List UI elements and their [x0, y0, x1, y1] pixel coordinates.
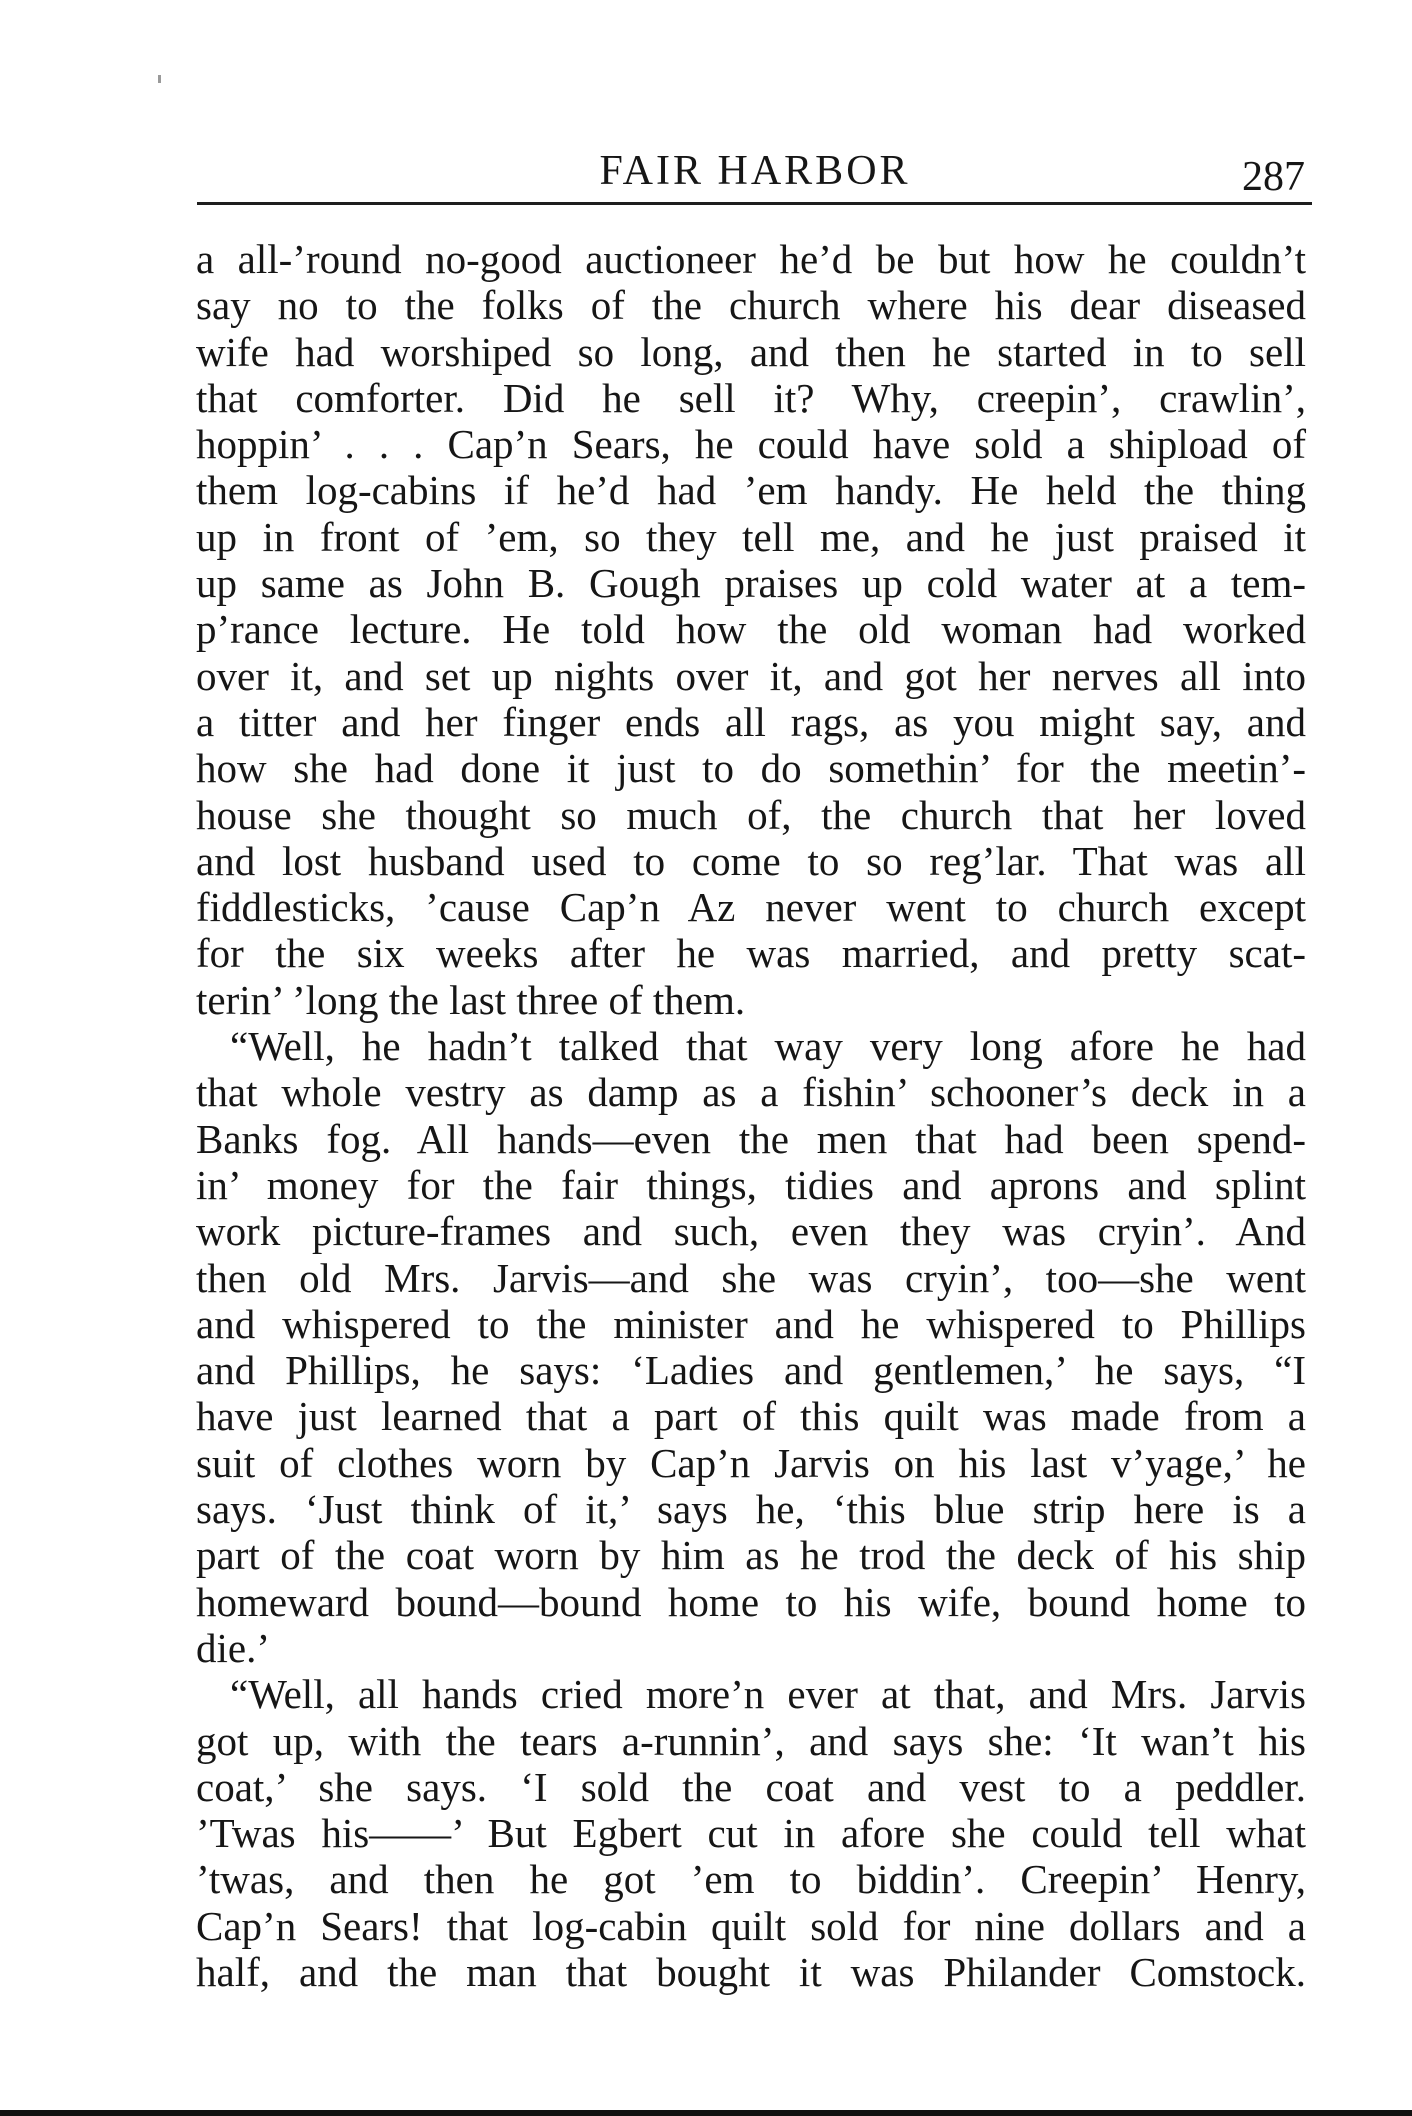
text-line: them log-cabins if he’d had ’em handy. He held the thing	[196, 467, 1306, 514]
text-line: say no to the folks of the church where his dear diseased	[196, 282, 1306, 329]
paragraph-end-line: terin’ ’long the last three of them.	[196, 976, 746, 1023]
text-line: fiddlesticks, ’cause Cap’n Az never went to church except	[196, 884, 1306, 931]
text-line: and whispered to the minister and he whispered to Phillips	[196, 1300, 1306, 1347]
text-line: hoppin’ . . . Cap’n Sears, he could have sold a shipload of	[196, 421, 1306, 468]
paragraph-start-line: “Well, all hands cried more’n ever at that, and Mrs. Jarvis	[230, 1671, 1306, 1718]
text-line: that comforter. Did he sell it? Why, creepin’, crawlin’,	[196, 374, 1306, 421]
page-number: 287	[1242, 154, 1305, 200]
text-line: Banks fog. All hands—even the men that had been spend-	[196, 1115, 1306, 1162]
text-line: half, and the man that bought it was Philander Comstock.	[196, 1948, 1306, 1995]
running-head: FAIR HARBOR	[599, 148, 911, 194]
text-line: homeward bound—bound home to his wife, bound home to	[196, 1578, 1306, 1625]
text-line: Cap’n Sears! that log-cabin quilt sold for nine dollars and a	[196, 1902, 1306, 1949]
body-text	[196, 236, 1306, 1995]
text-line: up in front of ’em, so they tell me, and he just praised it	[196, 513, 1306, 560]
text-line: ’Twas his——’ But Egbert cut in afore she could tell what	[196, 1810, 1306, 1857]
header-rule	[197, 202, 1312, 205]
print-speck	[158, 75, 161, 83]
paragraph-end-line: die.’	[196, 1624, 270, 1671]
text-line: part of the coat worn by him as he trod the deck of his ship	[196, 1532, 1306, 1579]
text-line: p’rance lecture. He told how the old woman had worked	[196, 606, 1306, 653]
text-line: work picture-frames and such, even they was cryin’. And	[196, 1208, 1306, 1255]
text-line: coat,’ she says. ‘I sold the coat and vest to a peddler.	[196, 1763, 1306, 1810]
text-line: how she had done it just to do somethin’ for the meetin’-	[196, 745, 1306, 792]
text-line: up same as John B. Gough praises up cold water at a tem-	[196, 560, 1306, 607]
page-header	[197, 146, 1313, 202]
text-line: house she thought so much of, the church that her loved	[196, 791, 1306, 838]
text-line: and lost husband used to come to so reg’lar. That was all	[196, 837, 1306, 884]
text-line: wife had worshiped so long, and then he started in to sell	[196, 328, 1306, 375]
text-line: then old Mrs. Jarvis—and she was cryin’, too—she went	[196, 1254, 1306, 1301]
text-line: over it, and set up nights over it, and got her nerves all into	[196, 652, 1306, 699]
text-line: got up, with the tears a-runnin’, and says she: ‘It wan’t his	[196, 1717, 1306, 1764]
text-line: have just learned that a part of this quilt was made from a	[196, 1393, 1306, 1440]
text-line: for the six weeks after he was married, and pretty scat-	[196, 930, 1306, 977]
scan-bottom-edge	[0, 2110, 1412, 2116]
paragraph-start-line: “Well, he hadn’t talked that way very long afore he had	[230, 1023, 1306, 1070]
text-line: that whole vestry as damp as a fishin’ schooner’s deck in a	[196, 1069, 1306, 1116]
text-line: in’ money for the fair things, tidies and aprons and splint	[196, 1161, 1306, 1208]
text-line: suit of clothes worn by Cap’n Jarvis on his last v’yage,’ he	[196, 1439, 1306, 1486]
text-line: a all-’round no-good auctioneer he’d be but how he couldn’t	[196, 236, 1306, 282]
text-line: a titter and her finger ends all rags, as you might say, and	[196, 698, 1306, 745]
text-line: and Phillips, he says: ‘Ladies and gentlemen,’ he says, “I	[196, 1347, 1306, 1394]
text-line: ’twas, and then he got ’em to biddin’. Creepin’ Henry,	[196, 1856, 1306, 1903]
text-line: says. ‘Just think of it,’ says he, ‘this blue strip here is a	[196, 1486, 1306, 1533]
